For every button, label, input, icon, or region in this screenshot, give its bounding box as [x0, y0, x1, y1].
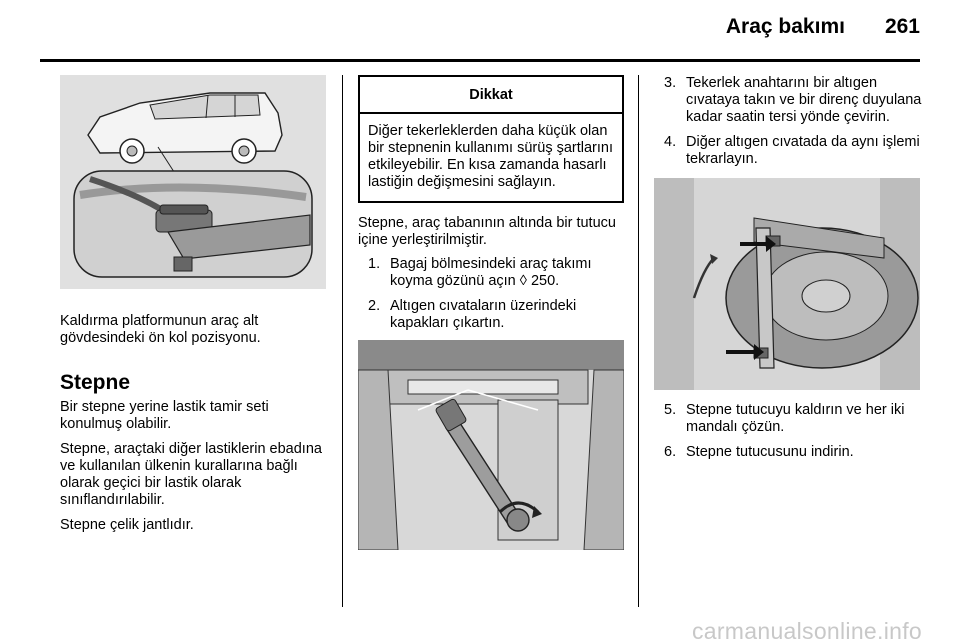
step-text: Altıgen cıvataların üzerindeki kapakları çıkartın.	[390, 298, 577, 331]
step-list	[654, 75, 922, 168]
list-item	[358, 298, 624, 332]
step-text: Stepne tutucusunu indirin.	[686, 444, 854, 460]
step-number: 4.	[664, 134, 677, 150]
step-text: Bagaj bölmesindeki araç takımı koyma gözünü açın ◊ 250.	[390, 256, 592, 289]
column-3	[654, 75, 922, 461]
section-heading: Stepne	[60, 371, 131, 394]
list-item	[654, 134, 922, 168]
paragraph: Stepne çelik jantlıdır.	[60, 517, 194, 533]
step-text: Stepne tutucuyu kaldırın ve her iki mandalı çözün.	[686, 402, 905, 435]
step-number: 1.	[368, 256, 381, 272]
step-text: Diğer altıgen cıvatada da aynı işlemi tekrarlayın.	[686, 134, 920, 167]
step-number: 2.	[368, 298, 381, 314]
car-lift-illustration	[60, 75, 326, 289]
column-divider	[638, 75, 639, 607]
caution-box	[358, 75, 624, 203]
header-rule	[40, 59, 920, 62]
step-list	[358, 256, 624, 332]
list-item	[654, 75, 922, 126]
step-number: 5.	[664, 402, 677, 418]
column-2	[358, 75, 624, 550]
list-item	[654, 402, 922, 436]
list-item	[654, 444, 922, 461]
paragraph: Stepne, araçtaki diğer lastiklerin ebadına ve kullanılan ülkenin kurallarına bağlı olarak geçici bir lastik olarak sınıflandırılabilir.	[60, 441, 322, 508]
spare-wheel-holder-illustration	[654, 178, 920, 390]
step-number: 6.	[664, 444, 677, 460]
paragraph: Bir stepne yerine lastik tamir seti konulmuş olabilir.	[60, 399, 269, 432]
watermark: carmanualsonline.info	[691, 618, 922, 642]
trunk-tool-illustration	[358, 340, 624, 550]
page-header	[726, 14, 920, 40]
page-number: 261	[884, 15, 920, 38]
caution-body: Diğer tekerleklerden daha küçük olan bir stepnenin kullanımı sürüş şartlarını etkileyebilir. En kısa zamanda hasarlı lastiğin değişmesini sağlayın.	[368, 123, 613, 190]
list-item	[358, 256, 624, 290]
figure-caption: Kaldırma platformunun araç alt gövdesindeki ön kol pozisyonu.	[60, 313, 261, 346]
section-title: Araç bakımı	[725, 15, 845, 38]
step-number: 3.	[664, 75, 677, 91]
step-text: Tekerlek anahtarını bir altıgen cıvataya takın ve bir direnç duyulana kadar saatin tersi yönde çevirin.	[686, 75, 922, 125]
column-divider	[342, 75, 343, 607]
step-list	[654, 402, 922, 461]
column-1	[60, 75, 326, 534]
caution-title: Dikkat	[360, 77, 622, 114]
paragraph: Stepne, araç tabanının altında bir tutucu içine yerleştirilmiştir.	[358, 215, 616, 248]
